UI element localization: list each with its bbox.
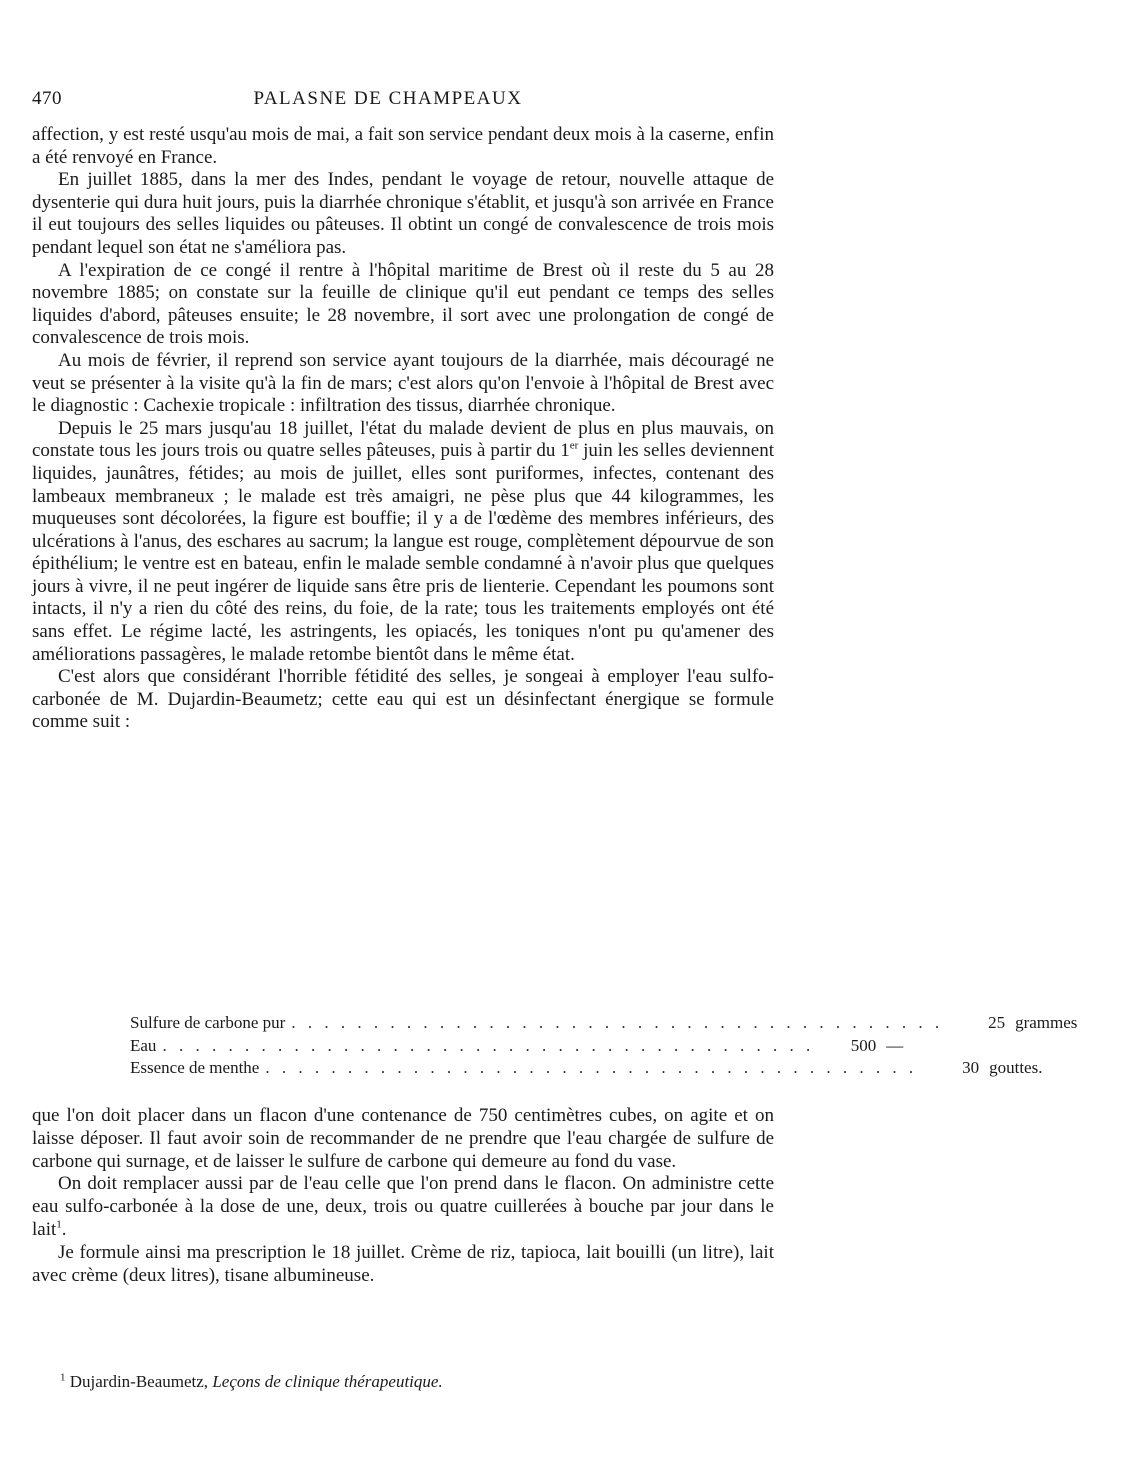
body-text-continued	[32, 1105, 774, 1287]
formula-row	[130, 1057, 1043, 1080]
paragraph: C'est alors que considérant l'horrible fétidité des selles, je songeai à employer l'eau sulfo-carbonée de M. Dujardin-Beaumetz; cette eau qui est un désinfectant énergique se formule comme suit :	[32, 666, 774, 733]
page-header	[32, 88, 744, 114]
dot-leader: . . . . . . . . . . . . . . . . . . . . . . . . . . . . . . . . . . . . . . . .	[291, 1013, 944, 1032]
quantity: 30	[962, 1058, 980, 1077]
running-head: PALASNE DE CHAMPEAUX	[253, 88, 523, 109]
footnote-author: Dujardin-Beaumetz,	[65, 1372, 213, 1391]
unit: gouttes.	[989, 1058, 1043, 1077]
ingredient: Sulfure de carbone pur	[130, 1013, 286, 1032]
paragraph-text: juin les selles deviennent liquides, jaunâtres, fétides; au mois de juillet, elles sont puriformes, infectes, contenant des lambeaux membraneux ; le malade est très amaigri, ne pèse plus que 44 kilogrammes, les muqueuses sont décolorées, la figure est bouffie; il y a de l'œdème des membres inférieurs, des ulcérations à l'anus, des eschares au sacrum; la langue est rouge, complètement dépourvue de son épithélium; le ventre est en bateau, enfin le malade semble condamné à n'avoir plus que quelques jours à vivre, il ne peut ingérer de liquide sans être pris de lienterie. Cependant les poumons sont intacts, il n'y a rien du côté des reins, du foie, de la rate; tous les traitements employés ont été sans effet. Le régime lacté, les astringents, les opiacés, les toniques n'ont pu qu'amener des améliorations passagères, le malade retombe bientôt dans le même état.	[32, 440, 774, 665]
unit: grammes	[1015, 1013, 1078, 1032]
paragraph-text: On doit remplacer aussi par de l'eau celle que l'on prend dans le flacon. On administre cette eau sulfo-carbonée à la dose de une, deux, trois ou quatre cuillerées à bouche par jour dans le lait	[32, 1173, 774, 1240]
formula-row	[130, 1012, 1078, 1035]
page-number: 470	[32, 88, 62, 109]
paragraph: que l'on doit placer dans un flacon d'une contenance de 750 centimètres cubes, on agite et on laisse déposer. Il faut avoir soin de recommander de ne prendre que l'eau chargée de sulfure de carbone qui surnage, et de laisser le sulfure de carbone qui demeure au fond du vase.	[32, 1105, 774, 1172]
paragraph	[32, 418, 774, 667]
dot-leader: . . . . . . . . . . . . . . . . . . . . . . . . . . . . . . . . . . . . . . . .	[265, 1058, 918, 1077]
ingredient: Eau	[130, 1035, 157, 1055]
paragraph: A l'expiration de ce congé il rentre à l'hôpital maritime de Brest où il reste du 5 au 28 novembre 1885; on constate sur la feuille de clinique qu'il eut pendant ce temps des selles liquides d'abord, pâteuses ensuite; le 28 novembre, il sort avec une prolongation de congé de convalescence de trois mois.	[32, 259, 774, 349]
unit: —	[886, 1035, 904, 1055]
paragraph: Je formule ainsi ma prescription le 18 juillet. Crème de riz, tapioca, lait bouilli (un litre), lait avec crème (deux litres), tisane albumineuse.	[32, 1241, 774, 1286]
quantity: 500	[850, 1035, 877, 1055]
quantity: 25	[988, 1013, 1006, 1032]
formula-table	[130, 1012, 1078, 1080]
ingredient: Essence de menthe	[130, 1058, 260, 1077]
footnote-ref: 1	[56, 1218, 62, 1231]
formula-row	[130, 1035, 904, 1058]
paragraph: affection, y est resté usqu'au mois de mai, a fait son service pendant deux mois à la caserne, enfin a été renvoyé en France.	[32, 124, 774, 168]
paragraph-text: .	[61, 1218, 67, 1240]
paragraph-text: Depuis le 25 mars jusqu'au 18 juillet, l'état du malade devient de plus en plus mauvais, on constate tous les jours trois ou quatre selles pâteuses, puis à partir du 1	[32, 417, 774, 462]
footnote-title: Leçons de clinique thérapeutique.	[212, 1372, 443, 1391]
paragraph: Au mois de février, il reprend son service ayant toujours de la diarrhée, mais découragé ne veut se présenter à la visite qu'à la fin de mars; c'est alors qu'on l'envoie à l'hôpital de Brest avec le diagnostic : Cachexie tropicale : infiltration des tissus, diarrhée chronique.	[32, 349, 774, 417]
footnote-marker: 1	[60, 1371, 66, 1384]
dot-leader: . . . . . . . . . . . . . . . . . . . . . . . . . . . . . . . . . . . . . . . .	[162, 1035, 815, 1055]
footnote	[60, 1372, 760, 1392]
paragraph: En juillet 1885, dans la mer des Indes, pendant le voyage de retour, nouvelle attaque de dysenterie qui dura huit jours, puis la diarrhée chronique s'établit, et jusqu'à son arrivée en France il eut toujours des selles liquides ou pâteuses. Il obtint un congé de convalescence de trois mois pendant lequel son état ne s'améliora pas.	[32, 169, 774, 258]
body-text	[32, 124, 774, 734]
superscript: er	[569, 439, 579, 452]
paragraph	[32, 1173, 774, 1241]
